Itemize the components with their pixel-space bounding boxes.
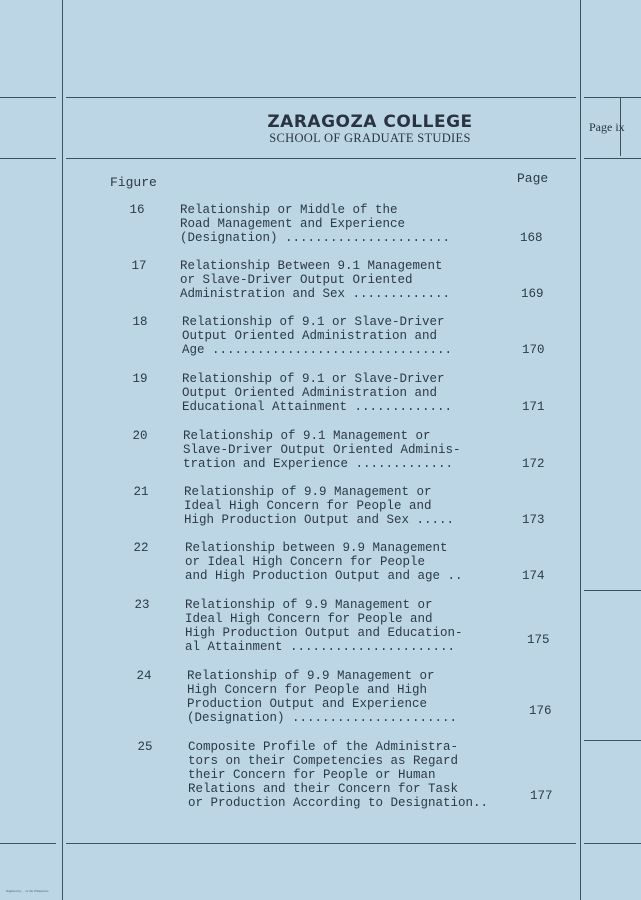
figure-title-line: Relationship of 9.9 Management or bbox=[185, 598, 433, 612]
figure-title-line: Road Management and Experience bbox=[180, 217, 406, 231]
figure-title bbox=[182, 372, 452, 414]
figure-title-line: their Concern for People or Human bbox=[188, 768, 436, 782]
figure-title-line: Output Oriented Administration and bbox=[182, 386, 438, 400]
figure-title bbox=[188, 740, 488, 810]
figure-page-number: 172 bbox=[522, 457, 545, 471]
figure-title-line: (Designation) ...................... bbox=[180, 231, 451, 245]
figure-number: 18 bbox=[132, 315, 148, 329]
figure-title-line: Administration and Sex ............. bbox=[180, 287, 451, 301]
figure-title-line: Relationship of 9.1 or Slave-Driver bbox=[182, 315, 445, 329]
figure-title-line: Age ................................ bbox=[182, 343, 453, 357]
figure-title-line: Relationship Between 9.1 Management bbox=[180, 259, 443, 273]
figure-number: 19 bbox=[132, 372, 148, 386]
figure-title bbox=[183, 429, 461, 471]
figure-title-line: Ideal High Concern for People and bbox=[184, 499, 432, 513]
figure-number: 20 bbox=[132, 429, 148, 443]
header-rule-right bbox=[584, 158, 641, 159]
figure-title-line: and High Production Output and age .. bbox=[185, 569, 463, 583]
figure-title bbox=[180, 259, 450, 301]
top-rule-right bbox=[584, 97, 641, 98]
figure-title-line: Ideal High Concern for People and bbox=[185, 612, 433, 626]
figure-title-line: Relationship of 9.1 or Slave-Driver bbox=[182, 372, 445, 386]
header-rule-main bbox=[66, 158, 576, 159]
figure-column-heading: Figure bbox=[110, 175, 157, 190]
figure-page-number: 175 bbox=[527, 633, 550, 647]
figure-title-line: High Concern for People and High bbox=[187, 683, 428, 697]
figure-page-number: 170 bbox=[522, 343, 545, 357]
figure-title-line: Slave-Driver Output Oriented Adminis- bbox=[183, 443, 461, 457]
figure-title-line: Relationship of 9.9 Management or bbox=[187, 669, 435, 683]
figure-title bbox=[182, 315, 452, 357]
side-rule-right-2 bbox=[584, 740, 641, 741]
figure-number: 24 bbox=[136, 669, 152, 683]
figure-number: 17 bbox=[131, 259, 147, 273]
figure-title-line: tors on their Competencies as Regard bbox=[188, 754, 459, 768]
header-rule-left bbox=[0, 158, 56, 159]
figure-number: 23 bbox=[134, 598, 150, 612]
left-margin-rule bbox=[62, 0, 63, 900]
side-rule-right-1 bbox=[584, 590, 641, 591]
college-name: ZARAGOZA COLLEGE bbox=[267, 112, 473, 132]
figure-page-number: 176 bbox=[529, 704, 552, 718]
footer-note: Digitized by ... of the Philippines bbox=[6, 889, 49, 893]
figure-number: 22 bbox=[133, 541, 149, 555]
bottom-rule-main bbox=[66, 843, 576, 844]
figure-title-line: High Production Output and Education- bbox=[185, 626, 463, 640]
figure-title bbox=[180, 203, 450, 245]
figure-page-number: 177 bbox=[530, 789, 553, 803]
figure-title-line: Relationship or Middle of the bbox=[180, 203, 398, 217]
figure-title-line: Composite Profile of the Administra- bbox=[188, 740, 459, 754]
figure-title-line: (Designation) ...................... bbox=[187, 711, 458, 725]
figure-title-line: Output Oriented Administration and bbox=[182, 329, 438, 343]
figure-title-line: or Production According to Designation.. bbox=[188, 796, 489, 810]
page-column-heading: Page bbox=[517, 171, 549, 186]
top-rule-main bbox=[66, 97, 576, 98]
figure-page-number: 169 bbox=[521, 287, 544, 301]
figure-title bbox=[187, 669, 457, 725]
figure-title-line: Relations and their Concern for Task bbox=[188, 782, 459, 796]
figure-title-line: Relationship between 9.9 Management bbox=[185, 541, 448, 555]
bottom-rule-left bbox=[0, 843, 56, 844]
figure-number: 25 bbox=[137, 740, 153, 754]
figure-number: 21 bbox=[133, 485, 149, 499]
figure-title-line: High Production Output and Sex ..... bbox=[184, 513, 455, 527]
figure-title bbox=[184, 485, 454, 527]
bottom-rule-right bbox=[584, 843, 641, 844]
school-name: SCHOOL OF GRADUATE STUDIES bbox=[269, 131, 471, 145]
right-margin-rule bbox=[580, 0, 581, 900]
figure-title-line: Relationship of 9.9 Management or bbox=[184, 485, 432, 499]
figure-title-line: or Ideal High Concern for People bbox=[185, 555, 426, 569]
figure-page-number: 171 bbox=[522, 400, 545, 414]
figure-page-number: 174 bbox=[522, 569, 545, 583]
figure-title-line: tration and Experience ............. bbox=[183, 457, 454, 471]
figure-number: 16 bbox=[129, 203, 145, 217]
figure-title bbox=[185, 541, 463, 583]
figure-title-line: or Slave-Driver Output Oriented bbox=[180, 273, 413, 287]
figure-title-line: Educational Attainment ............. bbox=[182, 400, 453, 414]
figure-title-line: Production Output and Experience bbox=[187, 697, 428, 711]
figure-title bbox=[185, 598, 463, 654]
figure-title-line: Relationship of 9.1 Management or bbox=[183, 429, 431, 443]
page-number: Page ix bbox=[589, 120, 625, 134]
figure-page-number: 168 bbox=[520, 231, 543, 245]
figure-title-line: al Attainment ...................... bbox=[185, 640, 456, 654]
figure-page-number: 173 bbox=[522, 513, 545, 527]
top-rule-left bbox=[0, 97, 56, 98]
